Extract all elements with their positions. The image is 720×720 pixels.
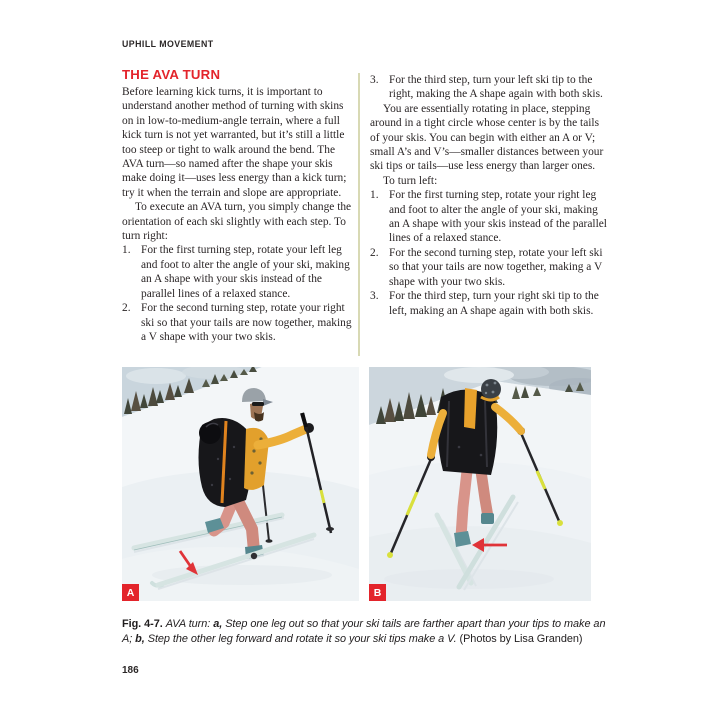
paragraph: To execute an AVA turn, you simply change the orientation of each ski slightly with each step. To turn right: xyxy=(122,201,352,243)
list-item xyxy=(122,301,353,344)
list-item xyxy=(370,73,607,102)
paragraph: You are essentially rotating in place, stepping around in a tight circle whose center is by the tails of your skis. You can begin with either an A or V; small A’s and V’s—smaller distances between your ski tips or tails—use less energy than larger ones. xyxy=(370,102,604,173)
photo-b-illustration xyxy=(369,367,591,601)
backpack xyxy=(199,418,252,507)
list-number: 2. xyxy=(370,246,379,259)
paragraph: Before learning kick turns, it is important to understand another method of turning with skins on in low-to-medium-angle terrain, where a full kick turn is not yet warranted, but it’s still a little too steep or tight to walk around the bend. The AVA turn—so named after the shape your skis make doing it—uses less energy than a kick turn; try it when the terrain and slope are appropriate. xyxy=(122,86,347,199)
section-heading: THE AVA TURN xyxy=(122,67,221,82)
list-number: 1. xyxy=(370,189,379,202)
page-number: 186 xyxy=(122,665,139,676)
caption-segment: Step one leg out so that your ski tails are farther apart than your tips to make an A; xyxy=(122,617,606,645)
list-item xyxy=(370,289,607,318)
right-column xyxy=(370,73,607,318)
sunglasses xyxy=(252,402,264,406)
right-boot xyxy=(481,513,494,524)
list-item xyxy=(122,243,353,301)
list-number: 3. xyxy=(370,290,379,303)
caption-label-a: a, xyxy=(213,617,226,630)
caption-segment: Step the other leg forward and rotate it so your ski tips make a V. xyxy=(147,632,460,645)
caption-figure-number: Fig. 4-7. xyxy=(122,617,166,630)
list-text: For the first turning step, rotate your left leg and foot to alter the angle of your ski, making an A shape with your skis instead of the parallel lines of a relaxed stance. xyxy=(141,244,350,300)
list-text: For the third step, turn your right ski tip to the left, making an A shape again with both skis. xyxy=(389,290,599,317)
orange-panel xyxy=(464,388,477,429)
left-leg xyxy=(461,471,467,537)
list-text: For the third step, turn your left ski tip to the right, making the A shape again with both skis. xyxy=(389,74,603,101)
list-number: 2. xyxy=(122,302,131,315)
list-number: 3. xyxy=(370,74,379,86)
list-text: For the second turning step, rotate your left ski so that your tails are now together, making a V shape with your two skis. xyxy=(389,246,603,288)
photo-b-skier-v-shape xyxy=(369,367,591,601)
running-header: UPHILL MOVEMENT xyxy=(122,39,214,49)
photo-a-badge: A xyxy=(122,584,139,601)
caption-photo-credit: (Photos by Lisa Granden) xyxy=(459,632,583,645)
photo-a-illustration xyxy=(122,367,359,601)
photo-a-skier-a-shape xyxy=(122,367,359,601)
column-divider xyxy=(358,73,360,356)
right-leg xyxy=(481,471,488,517)
photo-b-badge: B xyxy=(369,584,386,601)
list-text: For the second turning step, rotate your right ski so that your tails are now together, making a V shape with your two skis. xyxy=(141,302,352,343)
list-item xyxy=(370,188,607,246)
caption-segment: AVA turn: xyxy=(165,617,214,630)
figure-caption xyxy=(122,617,608,647)
list-item xyxy=(370,246,607,289)
list-text: For the first turning step, rotate your right leg and foot to alter the angle of your ski, making an A shape with your skis instead of the parallel lines of a relaxed stance. xyxy=(389,189,607,245)
paragraph: To turn left: xyxy=(383,174,438,187)
left-column xyxy=(122,85,353,344)
caption-label-b: b, xyxy=(135,632,148,645)
list-number: 1. xyxy=(122,244,131,257)
